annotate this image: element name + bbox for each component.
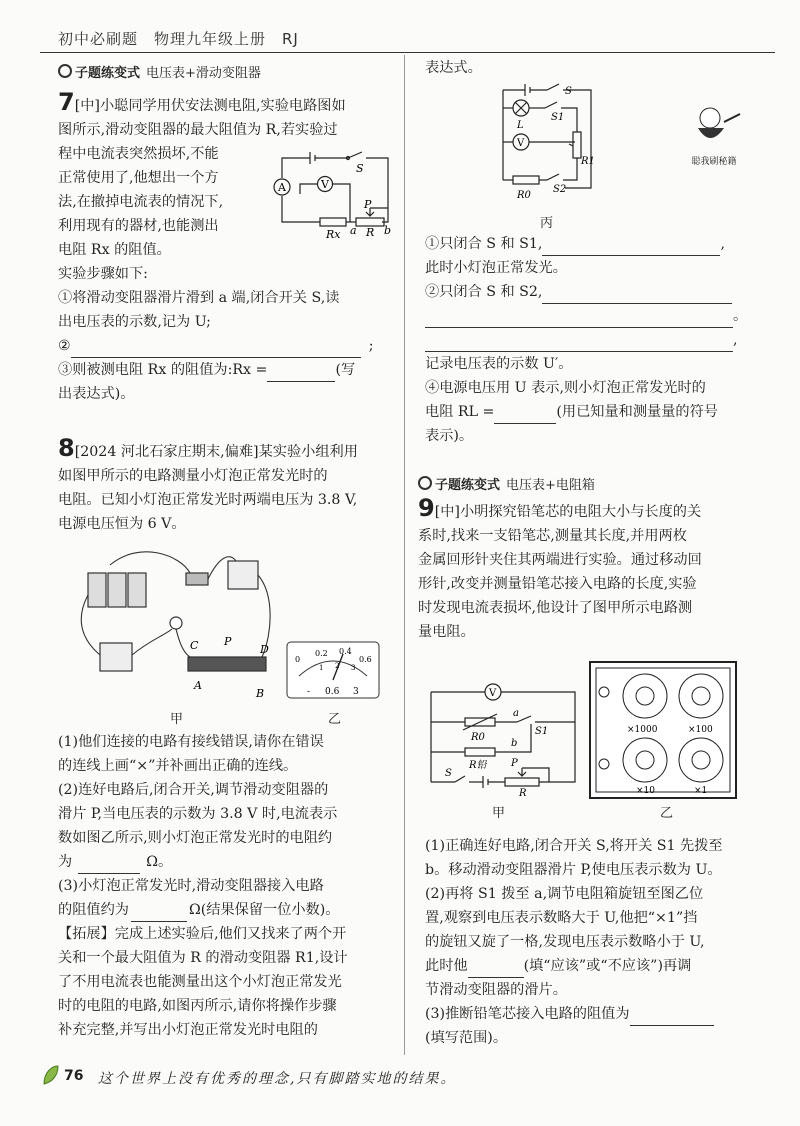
q7-step2-label: ② <box>58 338 71 354</box>
q9-line: [中]小明探究铅笔芯的电阻大小与长度的关 <box>434 504 702 520</box>
answer-blank[interactable] <box>630 1007 714 1026</box>
q8-line: 时的电阻的电路,如图丙所示,请你将操作步骤 <box>58 998 337 1014</box>
step-line: ④电源电压用 U 表示,则小灯泡正常发光时的 <box>425 380 706 396</box>
page-header <box>40 22 775 52</box>
q7-line: 法,在撤掉电流表的情况下, <box>58 194 224 210</box>
punct: , <box>733 332 738 348</box>
terminal-b-label: B <box>256 687 265 700</box>
answer-blank[interactable] <box>542 285 732 304</box>
section-subtitle: 电压表+滑动变阻器 <box>146 66 261 81</box>
step-line: 此时小灯泡正常发光。 <box>425 260 567 276</box>
dial-x100-label: ×100 <box>688 725 713 735</box>
step-line: (用已知量和测量量的符号 <box>556 404 718 420</box>
r0-label: R0 <box>517 190 531 201</box>
q8-line: 【拓展】完成上述实验后,他们又找来了两个开 <box>58 926 347 942</box>
mascot-icon <box>680 100 748 150</box>
figure-caption-jia: 甲 <box>170 712 184 727</box>
q7-line: [中]小聪同学用伏安法测电阻,实验电路图如 <box>74 98 346 114</box>
q7-line: 电阻 Rx 的阻值。 <box>58 242 171 258</box>
q9-line: 置,观察到电压表示数略大于 U,他把“×1”挡 <box>425 910 698 926</box>
q8-line: 为 <box>58 854 73 870</box>
ammeter-label: A <box>278 181 286 194</box>
question-number: 8 <box>58 434 75 462</box>
q8-line: 了不用电流表也能测量出这个小灯泡正常发光 <box>58 974 342 990</box>
punct: ; <box>368 338 374 354</box>
dial-x1000-label: ×1000 <box>627 725 658 735</box>
r0-label: R0 <box>471 732 485 743</box>
switch-s1-label: S1 <box>551 112 565 123</box>
q8-apparatus-figure <box>80 545 280 705</box>
q9-line: 系时,找来一支铅笔芯,测量其长度,并用两枚 <box>418 528 687 544</box>
dial-tick: 3 <box>351 664 356 672</box>
section-icon <box>418 476 432 490</box>
mascot-caption: 聪我刷秘籍 <box>691 157 737 167</box>
ext-line <box>58 926 346 942</box>
question-9 <box>418 494 758 644</box>
terminal-c-label: C <box>190 639 199 652</box>
rheostat-label: R <box>366 226 375 239</box>
q7-line: ①将滑动变阻器滑片滑到 a 端,闭合开关 S,读 <box>58 290 340 306</box>
figure-caption-jia: 甲 <box>492 806 506 821</box>
terminal-b-label: b <box>384 224 392 237</box>
dial-tick: 0.6 <box>359 655 372 664</box>
rx-label: Rx <box>326 228 341 240</box>
lamp-label: L <box>517 120 524 131</box>
r1-label: R1 <box>581 156 595 167</box>
answer-blank[interactable] <box>267 363 335 382</box>
mascot-badge <box>680 100 748 168</box>
dial-terminal: 0.6 <box>325 687 340 697</box>
q9-line: b。移动滑动变阻器滑片 P,使电压表示数为 U。 <box>425 862 722 878</box>
q9-subquestions <box>425 834 755 1050</box>
voltmeter-label: V <box>321 178 329 191</box>
q7-line: 利用现有的器材,也能测出 <box>58 218 219 234</box>
q8-line: (3)小灯泡正常发光时,滑动变阻器接入电路 <box>58 878 324 894</box>
section-subtitle: 电压表+电阻箱 <box>506 478 595 493</box>
terminal-b-label: b <box>511 738 518 749</box>
step-line: ②只闭合 S 和 S2, <box>425 284 543 300</box>
q7-line: 正常使用了,他想出一个方 <box>58 170 219 186</box>
dial-tick: 1 <box>319 664 324 672</box>
voltmeter-label: V <box>489 688 497 699</box>
answer-blank[interactable] <box>78 855 140 874</box>
q8-line: 的阻值约为 <box>58 902 129 918</box>
switch-s1-label: S1 <box>535 726 549 737</box>
header-text: 初中必刷题 物理九年级上册 RJ <box>58 30 299 48</box>
q8-line: Ω(结果保留一位小数)。 <box>188 902 340 918</box>
q8-line: [2024 河北石家庄期末,偏难]某实验小组利用 <box>74 444 358 460</box>
q9-line: 时发现电流表损坏,他设计了图甲所示电路测 <box>418 600 693 616</box>
q9-line: 此时他 <box>425 958 468 974</box>
dial-x10-label: ×10 <box>636 786 655 796</box>
answer-blank[interactable] <box>131 903 187 922</box>
answer-blank[interactable] <box>542 237 720 256</box>
page-number: 76 <box>64 1068 84 1084</box>
answer-blank[interactable] <box>425 309 733 328</box>
section-icon <box>58 64 72 78</box>
answer-blank[interactable] <box>494 405 556 424</box>
dial-terminal: - <box>307 687 311 697</box>
column-divider <box>404 55 405 1055</box>
switch-s2-label: S2 <box>553 184 567 195</box>
slider-label: P <box>511 758 518 769</box>
dial-x1-label: ×1 <box>694 786 708 796</box>
q8-line: 滑片 P,当电压表的示数为 3.8 V 时,电流表示 <box>58 806 338 822</box>
terminal-p-label: P <box>224 635 232 648</box>
switch-label: S <box>356 162 364 175</box>
switch-s-label: S <box>565 86 572 97</box>
q8-line: 关和一个最大阻值为 R 的滑动变阻器 R1,设计 <box>58 950 348 966</box>
step-line: ①只闭合 S 和 S1, <box>425 236 543 252</box>
q8-line: 电源电压恒为 6 V。 <box>58 516 186 532</box>
terminal-a-label: A <box>194 679 202 692</box>
q8-line: 如图甲所示的电路测量小灯泡正常发光时的 <box>58 468 328 484</box>
punct: , <box>720 236 725 252</box>
slider-label: P <box>364 198 372 211</box>
q9-line: 节滑动变阻器的滑片。 <box>425 982 567 998</box>
q9-line: 量电阻。 <box>418 624 475 640</box>
q9-line: 形针,改变并测量铅笔芯接入电路的长度,实验 <box>418 576 697 592</box>
answer-blank[interactable] <box>71 339 361 358</box>
q9-line: 金属回形针夹住其两端进行实验。通过移动回 <box>418 552 702 568</box>
q8-line: 补充完整,并写出小灯泡正常发光时电阻的 <box>58 1022 318 1038</box>
q8-line: (1)他们连接的电路有接线错误,请你在错误 <box>58 734 324 750</box>
rheostat-label: R <box>519 788 527 798</box>
q9-line: (填“应该”或“不应该”)再调 <box>523 958 692 974</box>
q8-line: Ω。 <box>146 854 173 870</box>
q7-line: ③则被测电阻 Rx 的阻值为:Rx = <box>58 362 268 378</box>
q9-line: 的旋钮又旋了一格,发现电压表示数略小于 U, <box>425 934 705 950</box>
terminal-a-label: a <box>350 224 357 237</box>
q9-line: (2)再将 S1 拨至 a,调节电阻箱旋钮至图乙位 <box>425 886 704 902</box>
section-title: 子题练变式 <box>435 478 501 493</box>
bing-steps <box>425 232 755 448</box>
section-title: 子题练变式 <box>75 66 141 81</box>
step-line: 电阻 RL = <box>425 404 495 420</box>
leaf-icon <box>42 1064 60 1086</box>
question-number: 9 <box>418 494 435 522</box>
q7-line: 出表达式)。 <box>58 386 135 402</box>
figure-caption-yi: 乙 <box>660 806 674 821</box>
q7-line: 实验步骤如下: <box>58 266 148 282</box>
q7-line: 出电压表的示数,记为 U; <box>58 314 211 330</box>
answer-blank[interactable] <box>468 959 524 978</box>
step-line: 表示)。 <box>425 428 474 444</box>
header-rule <box>40 52 775 53</box>
q8-line: 数如图乙所示,则小灯泡正常发光时的电阻约 <box>58 830 333 846</box>
bing-circuit-figure <box>495 80 605 208</box>
footer-motto: 这个世界上没有优秀的理念,只有脚踏实地的结果。 <box>98 1071 457 1087</box>
punct: 。 <box>733 308 748 324</box>
step-line: 记录电压表的示数 U′。 <box>425 356 573 372</box>
question-7 <box>58 88 398 406</box>
q7-line: 图所示,滑动变阻器的最大阻值为 R,若实验过 <box>58 122 338 138</box>
question-number: 7 <box>58 88 75 116</box>
q9-line: (填写范围)。 <box>425 1030 508 1046</box>
figure-caption-yi: 乙 <box>328 712 342 727</box>
pencil-resistor-label: R铅 <box>469 760 487 771</box>
terminal-a-label: a <box>513 708 519 719</box>
q7-line: 程中电流表突然损坏,不能 <box>58 146 219 162</box>
question-8 <box>58 434 398 536</box>
section-heading-2 <box>418 474 595 493</box>
q8-line: 电阻。已知小灯泡正常发光时两端电压为 3.8 V, <box>58 492 358 508</box>
page-footer <box>42 1062 642 1092</box>
dial-tick: 0.4 <box>339 647 352 656</box>
ammeter-dial-figure <box>285 640 381 702</box>
terminal-d-label: D <box>260 643 269 656</box>
q7-circuit-figure <box>270 148 398 240</box>
switch-s-label: S <box>445 768 452 779</box>
q9-line: (1)正确连好电路,闭合开关 S,将开关 S1 先拨至 <box>425 838 723 854</box>
dial-terminal: 3 <box>353 687 359 697</box>
dial-tick: 0 <box>295 655 301 664</box>
dial-tick: 2 <box>335 662 340 670</box>
voltmeter-label: V <box>517 138 525 149</box>
q7-line: (写 <box>335 362 356 378</box>
q9-line: (3)推断铅笔芯接入电路的阻值为 <box>425 1006 630 1022</box>
q9-circuit-figure <box>425 672 585 798</box>
section-heading-1 <box>58 62 261 81</box>
expression-prompt: 表达式。 <box>425 60 482 76</box>
q8-subquestions <box>58 730 398 1042</box>
figure-caption-bing: 丙 <box>540 216 554 231</box>
dial-tick: 0.2 <box>315 649 328 658</box>
q8-line: (2)连好电路后,闭合开关,调节滑动变阻器的 <box>58 782 329 798</box>
resistance-box-figure <box>588 660 738 800</box>
q8-line: 的连线上画“×”并补画出正确的连线。 <box>58 758 298 774</box>
answer-blank[interactable] <box>425 333 733 352</box>
